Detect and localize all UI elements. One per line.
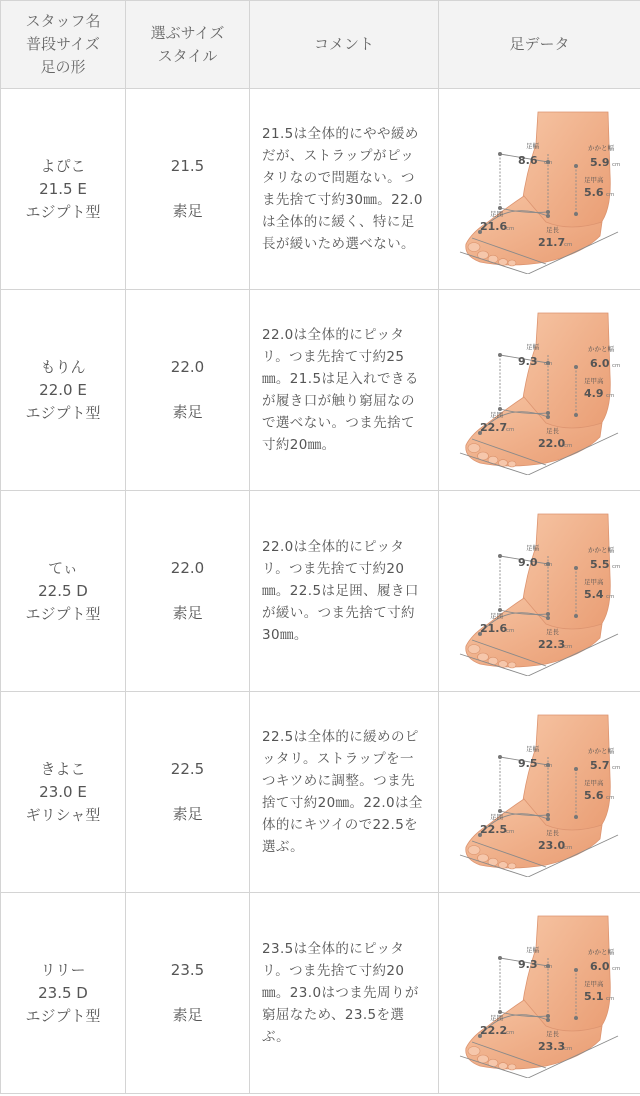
- label-instep: 足甲高: [583, 779, 603, 787]
- usual-size: 22.0 E: [39, 380, 87, 399]
- value-foot-width: 9.3: [517, 355, 537, 368]
- header-foot-data: 足データ: [439, 1, 640, 89]
- label-length: 足長: [545, 1030, 559, 1038]
- style: 素足: [172, 805, 203, 823]
- foot-shape: エジプト型: [25, 1006, 101, 1025]
- comment-cell: 22.0は全体的にピッタリ。つま先捨て寸約25㎜。21.5は足入れできるが履き口が触り窮屈なので選べない。つま先捨て寸約20㎜。: [250, 290, 439, 491]
- size-cell: [126, 491, 250, 692]
- staff-name: きよこ: [40, 759, 86, 778]
- table-row: [1, 491, 640, 692]
- chosen-size: 22.5: [170, 760, 205, 778]
- unit-instep: cm: [605, 795, 614, 801]
- chosen-size: 22.0: [170, 559, 205, 577]
- label-length: 足長: [545, 427, 559, 435]
- value-instep: 5.4: [583, 588, 603, 601]
- label-length: 足長: [545, 226, 559, 234]
- label-girth: 足囲: [489, 411, 503, 419]
- value-length: 21.7: [537, 236, 565, 249]
- foot-diagram: [450, 506, 630, 676]
- foot-shape: エジプト型: [25, 202, 101, 221]
- style: 素足: [172, 202, 203, 220]
- header-size: 選ぶサイズ スタイル: [126, 1, 250, 89]
- usual-size: 22.5 D: [38, 581, 88, 600]
- label-foot-width: 足幅: [525, 946, 539, 954]
- foot-diagram: [450, 305, 630, 475]
- style: 素足: [172, 604, 203, 622]
- table-header-row: [1, 1, 640, 89]
- label-heel-width: かかと幅: [587, 948, 614, 956]
- staff-name: もりん: [40, 357, 86, 376]
- size-cell: [126, 893, 250, 1094]
- label-foot-width: 足幅: [525, 544, 539, 552]
- table-row: [1, 692, 640, 893]
- staff-name: よぴこ: [40, 156, 86, 175]
- value-instep: 5.6: [583, 789, 603, 802]
- value-instep: 4.9: [583, 387, 603, 400]
- value-girth: 22.5: [479, 823, 507, 836]
- unit-foot-width: cm: [543, 763, 552, 769]
- value-length: 22.0: [537, 437, 565, 450]
- style: 素足: [172, 1006, 203, 1024]
- unit-length: cm: [563, 443, 572, 449]
- unit-girth: cm: [505, 628, 514, 634]
- chosen-size: 22.0: [170, 358, 205, 376]
- unit-girth: cm: [505, 1030, 514, 1036]
- foot-data-cell: [439, 89, 640, 290]
- staff-name: てぃ: [48, 558, 78, 577]
- label-length: 足長: [545, 829, 559, 837]
- foot-data-cell: [439, 893, 640, 1094]
- unit-length: cm: [563, 644, 572, 650]
- chosen-size: 23.5: [170, 961, 205, 979]
- header-comment: コメント: [250, 1, 439, 89]
- label-girth: 足囲: [489, 210, 503, 218]
- usual-size: 21.5 E: [39, 179, 87, 198]
- value-length: 23.3: [537, 1040, 565, 1053]
- value-girth: 21.6: [479, 622, 507, 635]
- unit-heel-width: cm: [611, 966, 620, 972]
- unit-heel-width: cm: [611, 765, 620, 771]
- unit-length: cm: [563, 845, 572, 851]
- unit-foot-width: cm: [543, 964, 552, 970]
- value-foot-width: 8.6: [517, 154, 537, 167]
- foot-shape: エジプト型: [25, 604, 101, 623]
- label-heel-width: かかと幅: [587, 345, 614, 353]
- staff-cell: [1, 491, 126, 692]
- unit-girth: cm: [505, 427, 514, 433]
- value-length: 22.3: [537, 638, 565, 651]
- value-heel-width: 5.7: [589, 759, 609, 772]
- unit-instep: cm: [605, 594, 614, 600]
- label-foot-width: 足幅: [525, 142, 539, 150]
- unit-foot-width: cm: [543, 160, 552, 166]
- foot-diagram: [450, 104, 630, 274]
- usual-size: 23.0 E: [39, 782, 87, 801]
- value-heel-width: 5.5: [589, 558, 609, 571]
- label-instep: 足甲高: [583, 176, 603, 184]
- unit-heel-width: cm: [611, 162, 620, 168]
- staff-name: リリー: [40, 960, 86, 979]
- staff-cell: [1, 290, 126, 491]
- foot-shape: エジプト型: [25, 403, 101, 422]
- unit-heel-width: cm: [611, 564, 620, 570]
- value-instep: 5.1: [583, 990, 603, 1003]
- value-length: 23.0: [537, 839, 565, 852]
- staff-cell: [1, 692, 126, 893]
- value-girth: 22.2: [479, 1024, 507, 1037]
- label-heel-width: かかと幅: [587, 144, 614, 152]
- unit-instep: cm: [605, 192, 614, 198]
- foot-shape: ギリシャ型: [25, 805, 101, 824]
- foot-diagram: [450, 908, 630, 1078]
- size-cell: [126, 290, 250, 491]
- label-instep: 足甲高: [583, 578, 603, 586]
- staff-cell: [1, 89, 126, 290]
- label-girth: 足囲: [489, 612, 503, 620]
- label-foot-width: 足幅: [525, 745, 539, 753]
- comment-cell: 23.5は全体的にピッタリ。つま先捨て寸約20㎜。23.0はつま先周りが窮屈なため、23.5を選ぶ。: [250, 893, 439, 1094]
- unit-instep: cm: [605, 996, 614, 1002]
- unit-girth: cm: [505, 829, 514, 835]
- staff-cell: [1, 893, 126, 1094]
- unit-length: cm: [563, 242, 572, 248]
- comment-cell: 22.0は全体的にピッタリ。つま先捨て寸約20㎜。22.5は足囲、履き口が緩い。つま先捨て寸約30㎜。: [250, 491, 439, 692]
- comment-cell: 22.5は全体的に緩めのピッタリ。ストラップを一つキツめに調整。つま先捨て寸約20㎜。22.0は全体的にキツイので22.5を選ぶ。: [250, 692, 439, 893]
- label-length: 足長: [545, 628, 559, 636]
- unit-foot-width: cm: [543, 361, 552, 367]
- size-cell: [126, 692, 250, 893]
- label-girth: 足囲: [489, 1014, 503, 1022]
- value-foot-width: 9.5: [517, 757, 537, 770]
- value-foot-width: 9.0: [517, 556, 537, 569]
- value-heel-width: 5.9: [589, 156, 609, 169]
- header-name: スタッフ名 普段サイズ 足の形: [1, 1, 126, 89]
- label-heel-width: かかと幅: [587, 546, 614, 554]
- value-heel-width: 6.0: [589, 357, 609, 370]
- size-cell: [126, 89, 250, 290]
- value-instep: 5.6: [583, 186, 603, 199]
- usual-size: 23.5 D: [38, 983, 88, 1002]
- value-girth: 22.7: [479, 421, 507, 434]
- foot-diagram: [450, 707, 630, 877]
- table-row: [1, 290, 640, 491]
- label-instep: 足甲高: [583, 980, 603, 988]
- unit-heel-width: cm: [611, 363, 620, 369]
- value-heel-width: 6.0: [589, 960, 609, 973]
- value-foot-width: 9.3: [517, 958, 537, 971]
- foot-data-cell: [439, 692, 640, 893]
- label-instep: 足甲高: [583, 377, 603, 385]
- unit-girth: cm: [505, 226, 514, 232]
- style: 素足: [172, 403, 203, 421]
- unit-length: cm: [563, 1046, 572, 1052]
- foot-data-cell: [439, 290, 640, 491]
- foot-data-cell: [439, 491, 640, 692]
- chosen-size: 21.5: [170, 157, 205, 175]
- label-heel-width: かかと幅: [587, 747, 614, 755]
- value-girth: 21.6: [479, 220, 507, 233]
- comment-cell: 21.5は全体的にやや緩めだが、ストラップがピッタリなので問題ない。つま先捨て寸約30㎜。22.0は全体的に緩く、特に足長が緩いため選べない。: [250, 89, 439, 290]
- label-girth: 足囲: [489, 813, 503, 821]
- unit-instep: cm: [605, 393, 614, 399]
- unit-foot-width: cm: [543, 562, 552, 568]
- label-foot-width: 足幅: [525, 343, 539, 351]
- table-row: [1, 893, 640, 1094]
- table-row: [1, 89, 640, 290]
